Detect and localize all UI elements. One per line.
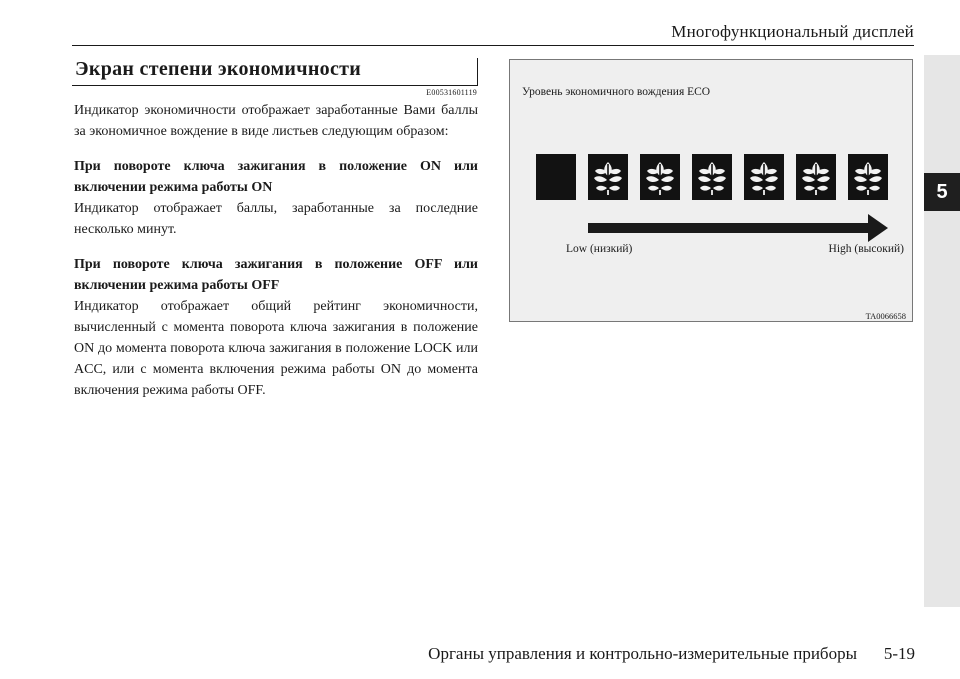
leaf-icon <box>799 158 833 196</box>
eco-level-2 <box>640 154 680 200</box>
section-title: Экран степени экономичности <box>75 58 362 80</box>
leaf-icon <box>591 158 625 196</box>
header-rule <box>72 45 914 46</box>
direction-arrow-icon <box>588 214 888 242</box>
page-header-title: Многофункциональный дисплей <box>671 22 914 41</box>
leaf-icon <box>851 158 885 196</box>
leaf-icon <box>747 158 781 196</box>
paragraph-on: Индикатор отображает баллы, заработанные за последние несколько минут. <box>74 201 478 237</box>
chapter-side-tab <box>924 55 960 607</box>
section-title-rule <box>72 85 478 86</box>
leaf-icon <box>695 158 729 196</box>
eco-level-6 <box>848 154 888 200</box>
intro-paragraph: Индикатор экономичности отображает заработанные Вами баллы за экономичное вождение в виде листьев следующим образом: <box>74 103 478 139</box>
leaf-icon <box>643 158 677 196</box>
eco-level-1 <box>588 154 628 200</box>
eco-level-figure <box>509 59 913 322</box>
figure-caption: Уровень экономичного вождения ECO <box>522 86 711 98</box>
paragraph-off: Индикатор отображает общий рейтинг экономичности, вычисленный с момента поворота ключа зажигания в положение ON до момента поворота ключа зажигания в положение LOCK или ACC, или с момента включения режима работы ON до момента включения режима работы OFF. <box>74 299 478 398</box>
footer-page-number: 5-19 <box>883 644 915 663</box>
chapter-badge: 5 <box>924 173 960 211</box>
high-label: High (высокий) <box>828 243 904 255</box>
section-title-rule-vertical <box>477 58 478 86</box>
subheading-on: При повороте ключа зажигания в положение ON или включении режима работы ON <box>74 159 478 195</box>
eco-level-0 <box>536 154 576 200</box>
section-code: E00531601119 <box>426 88 477 97</box>
figure-code: TA0066658 <box>865 311 906 321</box>
eco-level-5 <box>796 154 836 200</box>
footer-section-text: Органы управления и контрольно-измерительные приборы <box>428 644 857 663</box>
eco-level-4 <box>744 154 784 200</box>
text-column <box>74 100 478 401</box>
low-label: Low (низкий) <box>566 243 633 255</box>
eco-level-3 <box>692 154 732 200</box>
subheading-off: При повороте ключа зажигания в положение OFF или включении режима работы OFF <box>74 257 478 293</box>
